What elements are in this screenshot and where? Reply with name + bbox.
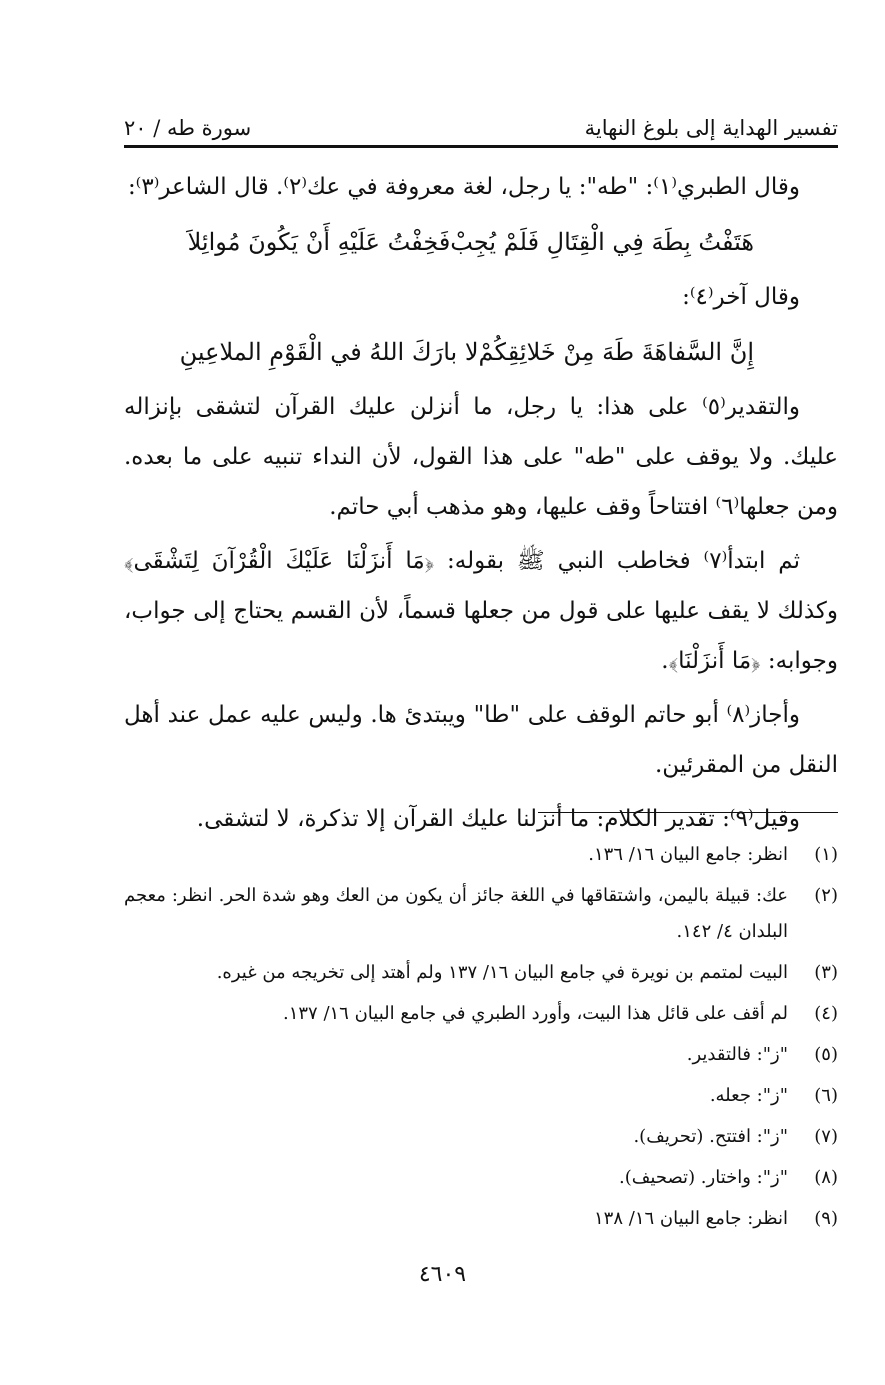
footnote-separator: [538, 812, 838, 813]
footnote-number: (٦): [814, 1085, 838, 1106]
footnote-text: "ز": واختار. (تصحيف).: [619, 1167, 788, 1188]
footnote-text: البيت لمتمم بن نويرة في جامع البيان ١٦/ ١٣٧ ولم أهتد إلى تخريجه من غيره.: [216, 962, 788, 983]
paragraph-qila: وقيل⁽٩⁾: تقدير الكلام: ما أنزلنا عليك القرآن إلا تذكرة، لا لتشقى.: [196, 806, 800, 832]
footnote-item: [124, 1160, 838, 1196]
footnote-item: [124, 996, 838, 1032]
verse-1-second-hemistich: فَخِفْتُ عَلَيْهِ أَنْ يَكُونَ مُوائِلاَ: [187, 228, 451, 256]
footnote-item: [124, 1037, 838, 1073]
footnote-text: انظر: جامع البيان ١٦/ ١٣٨: [594, 1208, 788, 1229]
footnote-number: (٢): [814, 885, 838, 906]
paragraph-another-poet: وقال آخر⁽٤⁾:: [682, 284, 800, 310]
page-number: ٤٦٠٩: [418, 1262, 467, 1287]
footnote-number: (٨): [814, 1167, 838, 1188]
footnote-item: [124, 1078, 838, 1114]
footnote-number: (٩): [814, 1208, 838, 1229]
footnote-text: لم أقف على قائل هذا البيت، وأورد الطبري في جامع البيان ١٦/ ١٣٧.: [282, 1003, 788, 1024]
paragraph-taqdir: والتقدير⁽٥⁾ على هذا: يا رجل، ما أنزلن عليك القرآن لتشقى بإنزاله عليك. ولا يوقف على "طه" على هذا القول، لأن النداء تنبيه على ما بعده. ومن جعلها⁽٦⁾ افتتاحاً وقف عليها، وهو مذهب أبي حاتم.: [124, 394, 838, 520]
footnote-text: "ز": فالتقدير.: [686, 1044, 788, 1065]
paragraph-ajaza: وأجاز⁽٨⁾ أبو حاتم الوقف على "طا" ويبتدئ ها. وليس عليه عمل عند أهل النقل من المقرئين.: [124, 702, 838, 778]
footnote-number: (٥): [814, 1044, 838, 1065]
footnote-text: "ز": افتتح. (تحريف).: [633, 1126, 788, 1147]
poem-verse-2: [124, 322, 838, 382]
footnote-item: [124, 955, 838, 991]
footnote-number: (٧): [814, 1126, 838, 1147]
footnotes: [124, 837, 838, 1242]
main-text: [124, 162, 838, 844]
footnote-text: انظر: جامع البيان ١٦/ ١٣٦.: [588, 844, 788, 865]
footnote-text: عك: قبيلة باليمن، واشتقاقها في اللغة جائز أن يكون من العك وهو شدة الحر. انظر: معجم البلدان ٤/ ١٤٢.: [124, 885, 788, 942]
book-title: تفسير الهداية إلى بلوغ النهاية: [584, 116, 838, 140]
footnote-item: [124, 1119, 838, 1155]
verse-2-second-hemistich: لا بارَكَ اللهُ في الْقَوْمِ الملاعِينِ: [179, 338, 479, 366]
footnote-text: "ز": جعله.: [709, 1085, 788, 1106]
footnote-number: (١): [814, 844, 838, 865]
header-rule: [124, 145, 838, 148]
paragraph-ibtada: ثم ابتدأ⁽٧⁾ فخاطب النبي ﷺ بقوله: ﴿مَا أَنزَلْنَا عَلَيْكَ الْقُرْآنَ لِتَشْقَى﴾ وكذلك لا يقف عليها على قول من جعلها قسماً، لأن القسم يحتاج إلى جواب، وجوابه: ﴿مَا أَنزَلْنَا﴾.: [124, 548, 838, 674]
footnote-item: [124, 1201, 838, 1237]
poem-verse-1: [124, 212, 838, 272]
verse-1-first-hemistich: هَتَفْتُ بِطَهَ فِي الْقِتَالِ فَلَمْ يُجِبْ: [450, 228, 754, 256]
running-header: [124, 100, 838, 140]
surah-label: سورة طه / ٢٠: [124, 116, 252, 140]
paragraph-tabari: وقال الطبري⁽١⁾: "طه": يا رجل، لغة معروفة في عك⁽٢⁾. قال الشاعر⁽٣⁾:: [127, 174, 800, 200]
footnote-item: [124, 837, 838, 873]
footnote-number: (٤): [814, 1003, 838, 1024]
footnote-number: (٣): [814, 962, 838, 983]
verse-2-first-hemistich: إِنَّ السَّفاهَةَ طَهَ مِنْ خَلائِقِكُمْ: [478, 338, 754, 366]
footnote-item: [124, 878, 838, 950]
